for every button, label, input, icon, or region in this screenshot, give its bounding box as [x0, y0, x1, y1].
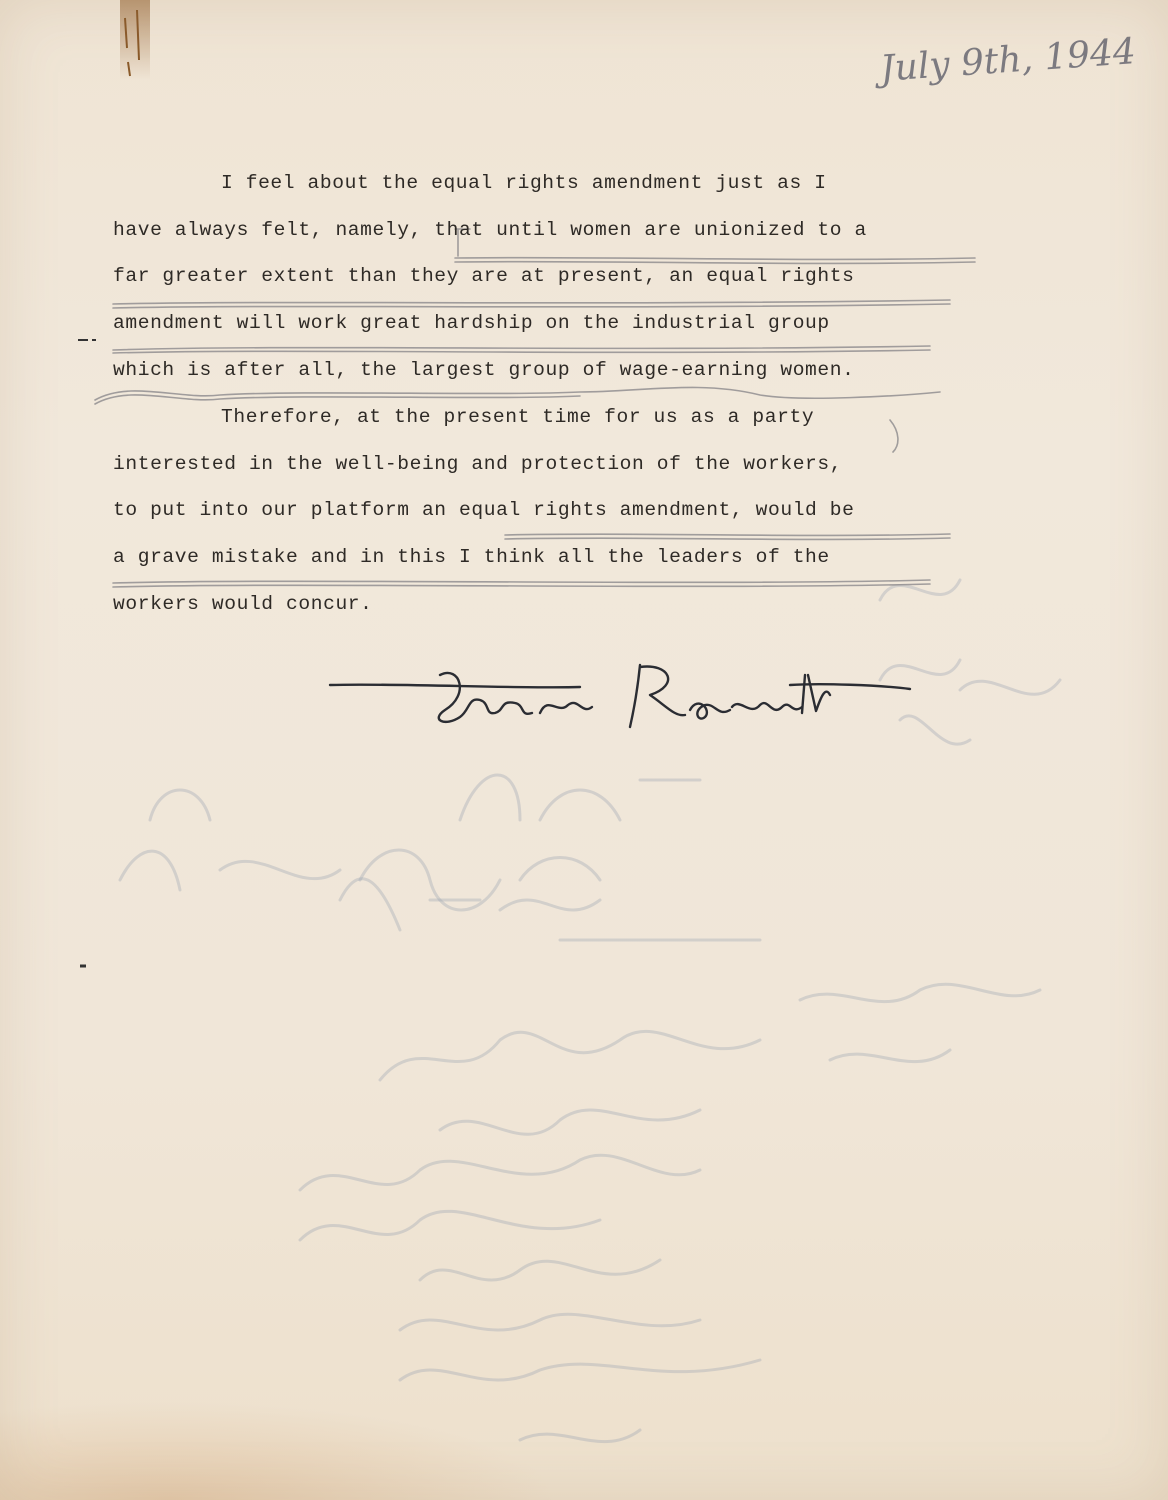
paragraph1-line1: I feel about the equal rights amendment just as I	[221, 172, 827, 194]
paragraph2-line2: interested in the well-being and protection of the workers,	[113, 453, 843, 475]
paragraph1-line4: amendment will work great hardship on the industrial group	[113, 312, 830, 334]
paragraph2-line5: workers would concur.	[113, 593, 373, 615]
signature-image	[320, 655, 920, 745]
paragraph1-line5: which is after all, the largest group of wage-earning women.	[113, 359, 855, 381]
handwritten-date: July 9th, 1944	[878, 31, 1138, 90]
paragraph2-line1: Therefore, at the present time for us as a party	[221, 406, 815, 428]
paragraph2-line4: a grave mistake and in this I think all the leaders of the	[113, 546, 830, 568]
paragraph1-line2: have always felt, namely, that until women are unionized to a	[113, 219, 867, 241]
paragraph1-line3: far greater extent than they are at present, an equal rights	[113, 265, 855, 287]
paper-stain	[120, 0, 150, 80]
paper-stain	[0, 1400, 560, 1500]
paragraph2-line3: to put into our platform an equal rights amendment, would be	[113, 499, 855, 521]
